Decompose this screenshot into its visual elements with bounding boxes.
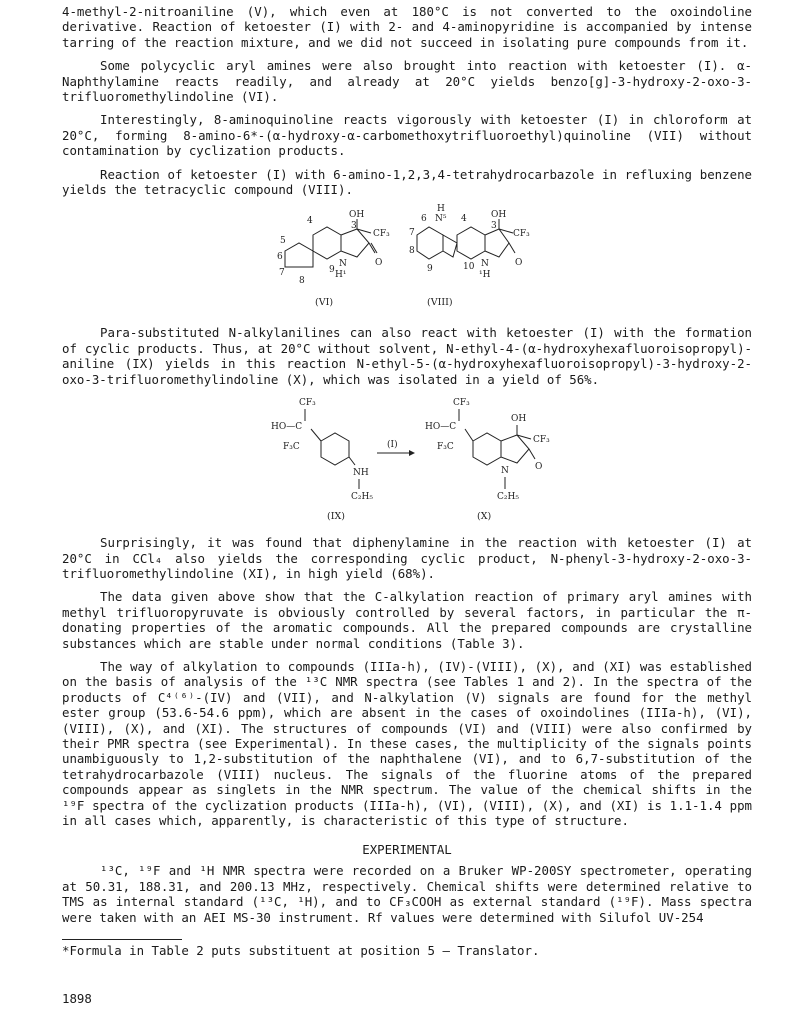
num-6: 6 — [421, 214, 427, 225]
n-label: N — [339, 259, 347, 270]
n5-label: N⁵ — [435, 214, 447, 225]
num-4: 4 — [307, 216, 313, 227]
reaction-drawing — [257, 395, 557, 525]
compound-label-ix: (IX) — [327, 511, 345, 523]
cf3-label: CF₃ — [299, 398, 316, 409]
page-body — [62, 4, 752, 958]
arrow-reagent-label: (I) — [387, 440, 398, 451]
cf3-label: CF₃ — [373, 229, 390, 240]
h-label: ¹H — [479, 270, 491, 281]
footnote: *Formula in Table 2 puts substituent at position 5 — Translator. — [62, 943, 540, 959]
f3c-label: F₃C — [283, 442, 300, 453]
cf3-label: CF₃ — [453, 398, 470, 409]
compound-label-vi: (VI) — [315, 297, 334, 309]
oh-label: OH — [349, 210, 365, 221]
num-9: 9 — [427, 264, 433, 275]
h1-label: H¹ — [335, 270, 347, 281]
oh-label: OH — [491, 210, 507, 221]
page-number: 1898 — [62, 991, 92, 1006]
paragraph: Reaction of ketoester (I) with 6-amino-1,2,3,4-tetrahydrocarbazole in refluxing benzene yields the tetracyclic compound (VIII). — [62, 166, 752, 198]
compound-label-viii: (VIII) — [427, 297, 453, 309]
o-label: O — [375, 258, 383, 269]
paragraph: Some polycyclic aryl amines were also brought into reaction with ketoester (I). α-Naphthylamine reacts readily, and already at 20°C yields benzo[g]-3-hydroxy-2-oxo-3-trifluoromethylindoline (VI). — [62, 58, 752, 105]
paragraph: Interestingly, 8-aminoquinoline reacts vigorously with ketoester (I) in chloroform at 20°C, forming 8-amino-6*-(α-hydroxy-α-carbomethoxytrifluoroethyl)quinoline (VII) without contamination by cyclization products. — [62, 112, 752, 159]
o-label: O — [535, 462, 543, 473]
structure-drawing — [277, 205, 537, 315]
reaction-scheme-ix-x — [257, 395, 557, 525]
cf3-label: CF₃ — [533, 435, 550, 446]
nh-label: NH — [353, 468, 369, 479]
num-9: 9 — [329, 265, 335, 276]
num-8: 8 — [299, 276, 305, 287]
h-label: H — [437, 204, 445, 215]
c2h5-label: C₂H₅ — [351, 492, 373, 503]
footnote-divider — [62, 939, 182, 940]
n-label: N — [481, 259, 489, 270]
oh-label: OH — [511, 414, 527, 425]
paragraph: ¹³C, ¹⁹F and ¹H NMR spectra were recorded on a Bruker WP-200SY spectrometer, operating at 50.31, 188.31, and 200.13 MHz, respectively. Chemical shifts were determined relative to TMS as internal standard (¹³C, ¹H), and to CF₃COOH as external standard (¹⁹F). Mass spectra were taken with an AEI MS-30 instrument. Rf values were determined with Silufol UV-254 — [62, 863, 752, 925]
num-5: 5 — [280, 236, 286, 247]
f3c-label: F₃C — [437, 442, 454, 453]
num-3: 3 — [351, 221, 357, 232]
paragraph: Para-substituted N-alkylanilines can also react with ketoester (I) with the formation of cyclic products. Thus, at 20°C without solvent, N-ethyl-4-(α-hydroxyhexafluoroisopropyl)-aniline (IX) yields in this reaction N-ethyl-5-(α-hydroxyhexafluoroisopropyl)-3-hydroxy-2-oxo-3-trifluoromethylindoline (X), which was isolated in a yield of 56%. — [62, 325, 752, 387]
num-6: 6 — [277, 252, 283, 263]
paragraph: The data given above show that the C-alkylation reaction of primary aryl amines with methyl trifluoropyruvate is obviously controlled by several factors, in particular the π-donating properties of the aromatic compounds. All the prepared compounds are crystalline substances which are stable under normal conditions (Table 3). — [62, 589, 752, 651]
num-4: 4 — [461, 214, 467, 225]
num-3: 3 — [491, 221, 497, 232]
section-heading: EXPERIMENTAL — [362, 842, 452, 858]
structure-figure-vi-viii — [277, 205, 537, 315]
paragraph: Surprisingly, it was found that diphenylamine in the reaction with ketoester (I) at 20°C in CCl₄ also yields the corresponding cyclic product, N-phenyl-3-hydroxy-2-oxo-3-trifluoromethylindoline (XI), in high yield (68%). — [62, 535, 752, 581]
ho-c-label: HO—C — [271, 422, 303, 433]
paragraph: The way of alkylation to compounds (IIIa-h), (IV)-(VIII), (X), and (XI) was established on the basis of analysis of the ¹³C NMR spectra (see Tables 1 and 2). In the spectra of the products of C⁴⁽⁶⁾-(IV) and (VII), and N-alkylation (V) signals are found for the methyl ester group (53.6-54.6 ppm), which are absent in the cases of oxoindolines (IIIa-h), (VI), (VIII), (X), and (XI). The structures of compounds (VI) and (VIII) were also confirmed by their PMR spectra (see Experimental). In these cases, the multiplicity of the signals points unambiguously to 1,2-substitution of the naphthalene (VI), and to 6,7-substitution of the tetrahydrocarbazole (VIII) nucleus. The signals of the fluorine atoms of the prepared compounds appear as singlets in the NMR spectrum. The value of the chemical shifts in the ¹⁹F spectra of the cyclization products (IIIa-h), (VI), (VIII), (X), and (XI) is 1.1-1.4 ppm in all cases which, apparently, is characteristic of this type of structure. — [62, 658, 752, 828]
o-label: O — [515, 258, 523, 269]
paragraph: 4-methyl-2-nitroaniline (V), which even at 180°C is not converted to the oxoindoline derivative. Reaction of ketoester (I) with 2- and 4-aminopyridine is accompanied by intense tarring of the reaction mixture, and we did not succeed in isolating pure compounds from it. — [62, 4, 752, 50]
cf3-label: CF₃ — [513, 229, 530, 240]
num-7: 7 — [409, 228, 415, 239]
c2h5-label: C₂H₅ — [497, 492, 519, 503]
num-10: 10 — [463, 262, 475, 273]
num-8: 8 — [409, 246, 415, 257]
num-7: 7 — [279, 268, 285, 279]
n-label: N — [501, 466, 509, 477]
ho-c-label: HO—C — [425, 422, 457, 433]
compound-label-x: (X) — [477, 511, 492, 523]
